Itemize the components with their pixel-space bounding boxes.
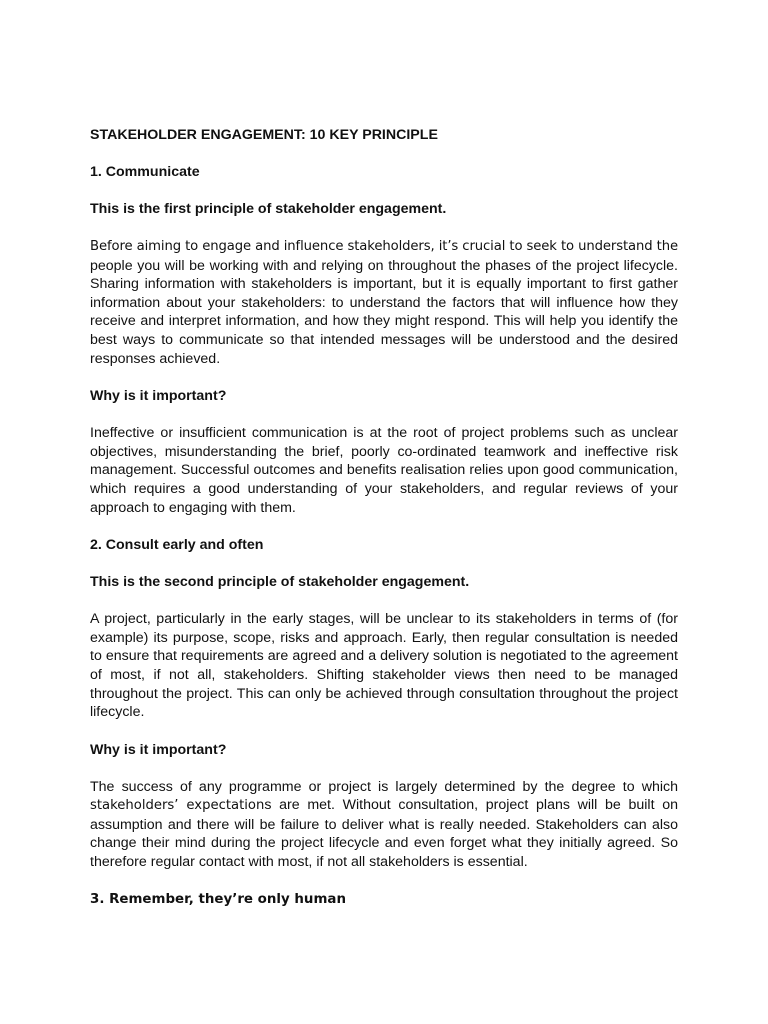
section-consult [90, 536, 678, 872]
section-human [90, 891, 678, 909]
why-rest: s are met. Without consultation, project plans will be built on assumption and there will be failure to deliver what is really needed. Stakeholders can also change their mind during the project lifecycle and even forget what they initially agreed. So therefore regular contact with most, if not all stakeholders is essential. [90, 797, 678, 871]
intro-first-line: Before aiming to engage and influence stakeholders, it’s crucial to seek to understand the [90, 239, 678, 254]
why-heading: Why is it important? [90, 741, 227, 758]
section-lead: This is the second principle of stakeholder engagement. [90, 574, 470, 591]
why-start: The success of any programme or project is largely determined by the degree to which [90, 778, 678, 795]
section-communicate [90, 163, 678, 517]
document-title: STAKEHOLDER ENGAGEMENT: 10 KEY PRINCIPLE [90, 127, 438, 143]
section-heading: 2. Consult early and often [90, 537, 264, 554]
document-page [90, 126, 678, 928]
why-heading: Why is it important? [90, 388, 227, 405]
intro-rest: people you will be working with and relying on throughout the phases of the project lifecycle. Sharing information with stakeholders is important, but it is equally important to first gather information about your stakeholders: to understand the factors that will influence how they receive and interpret information, and how they might respond. This will help you identify the best ways to communicate so that intended messages will be understood and the desired responses achieved. [90, 257, 678, 367]
section-intro: A project, particularly in the early stages, will be unclear to its stakeholders in terms of (for example) its purpose, scope, risks and approach. Early, then regular consultation is needed to ensure that requirements are agreed and a delivery solution is negotiated to the agreement of most, if not all, stakeholders. Shifting stakeholder views then need to be managed throughout the project. This can only be achieved through consultation throughout the project lifecycle. [90, 611, 678, 721]
why-paragraph: Ineffective or insufficient communication is at the root of project problems such as unclear objectives, misunderstanding the brief, poorly co-ordinated teamwork and ineffective risk management. Successful outcomes and benefits realisation relies upon good communication, which requires a good understanding of your stakeholders, and regular reviews of your approach to engaging with them. [90, 425, 678, 516]
section-intro [90, 237, 678, 368]
why-paragraph [90, 778, 678, 872]
section-heading: 1. Communicate [90, 164, 200, 180]
section-heading: 3. Remember, they’re only human [90, 891, 346, 907]
section-lead: This is the first principle of stakeholder engagement. [90, 201, 447, 217]
why-alt-font: stakeholders’ expectation [90, 798, 265, 814]
